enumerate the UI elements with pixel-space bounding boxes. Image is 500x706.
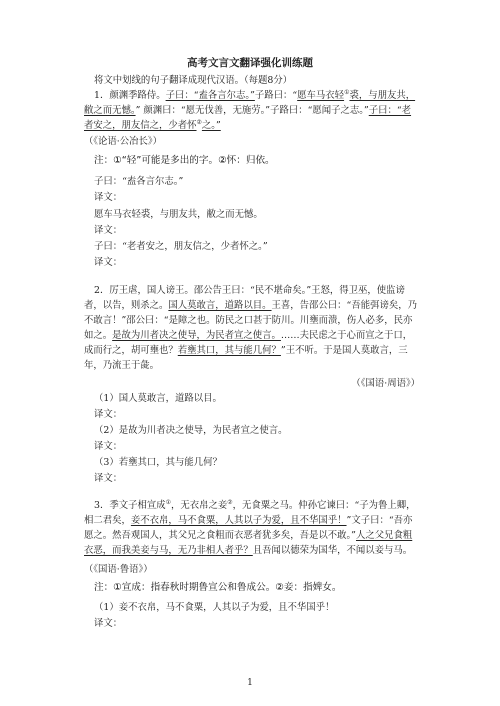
q1-sentence-2: 愿车马衣轻裘，与朋友共，敝之而无憾。 [94, 209, 263, 220]
q3-source: （《国语·鲁语》） [84, 564, 153, 575]
q2-text: 2．厉王虐，国人谤王。邵公告王曰：“民不堪命矣。”王怒，得卫巫，使监谤者，以告，则杀之。 [84, 285, 405, 311]
footnote-marker: ② [196, 118, 202, 126]
q1-underlined-4: 子曰：“老者安之，朋友信之，少者怀 [84, 105, 412, 131]
q2-sentence-1: （1）国人莫敢言，道路以目。 [94, 393, 222, 404]
q2-source: （《国语·周语》） [351, 378, 420, 389]
q2-passage [84, 283, 420, 373]
q1-passage [84, 88, 420, 133]
q2-underlined-2: 是故为川者决之使导，为民者宣之使言。 [112, 330, 281, 341]
q3-text: ，无衣帛之妾 [170, 500, 228, 511]
q2-text: ”王不听。于是国人莫敢言，三年，乃流王于彘。 [84, 345, 408, 371]
q1-underlined-2: 愿车马衣轻 [297, 90, 345, 101]
q1-underlined-3: 裘，与朋友共，敝之而无憾。 [84, 90, 416, 116]
footnote-marker: ① [165, 498, 171, 506]
q2-sentence-3: （3）若壅其口，其与能几何？ [94, 457, 222, 468]
document-title: 高考文言文翻译强化训练题 [187, 57, 313, 69]
q1-translation-label-3: 译文： [94, 257, 123, 268]
q2-sentence-2: （2）是故为川者决之使导，为民者宣之使言。 [94, 425, 288, 436]
q3-underlined-2: 人之父兄食粗衣恶，而我美妾与马，无乃非相人者乎？ [84, 530, 413, 556]
q3-underlined-1: 妾不衣帛，马不食粟，人其以子为爱，且不华国乎！ [130, 515, 347, 526]
q2-translation-label-1: 译文： [94, 409, 123, 420]
q2-underlined-1: 国人莫敢言，道路以目。 [168, 300, 272, 311]
instruction: 将文中划线的句子翻译成现代汉语。（每题8分） [94, 75, 293, 86]
q1-source: （《论语·公冶长》） [84, 136, 162, 147]
q3-note: 注：①宣成：指春秋时期鲁宣公和鲁成公。②妾：指婢女。 [94, 582, 342, 593]
q2-text: 王喜，告邵公曰：“吾能弭谤矣，乃不敢言！”邵公曰：“是障之也。防民之口甚于防川。川壅而溃，伤人必多，民亦如之。 [84, 300, 417, 341]
q1-text: 1．颜渊季路侍。 [94, 90, 166, 101]
q1-underlined-1: 子曰：“盍各言尔志。” [165, 90, 255, 101]
q1-underlined-5: 之。” [201, 120, 221, 131]
q1-text: 子路曰：“ [254, 90, 298, 101]
q3-text: ”文子曰：“吾亦愿之。然吾观国人，其父兄之食粗而衣恶者犹多矣，吾是以不敢。” [84, 515, 413, 541]
q2-text: ……夫民虑之于心而宣之于口，成而行之，胡可壅也？ [84, 330, 413, 356]
footnote-marker: ② [227, 498, 233, 506]
q2-translation-label-3: 译文： [94, 473, 123, 484]
q3-passage [84, 498, 420, 558]
footnote-marker: ① [344, 88, 350, 96]
q3-text: 且吾闻以德荣为国华，不闻以妾与马。 [252, 545, 413, 556]
q3-text: ，无食粟之马。仲孙它谏曰：“子为鲁上卿，相二君矣， [84, 500, 416, 526]
page-number: 1 [247, 678, 253, 688]
q2-translation-label-2: 译文： [94, 441, 123, 452]
q2-underlined-3: 若壅其口，其与能几何？ [177, 345, 281, 356]
q1-sentence-1: 子曰：“盍各言尔志。” [94, 176, 184, 187]
q1-text: ” 颜渊曰：“愿无伐善，无施劳。”子路曰：“愿闻子之志。” [135, 105, 369, 116]
q3-sentence-1: （1）妾不衣帛，马不食粟，人其以子为爱，且不华国乎！ [94, 602, 335, 613]
q1-note: 注：①“轻”可能是多出的字。②怀：归依。 [94, 155, 275, 166]
q3-translation-label-1: 译文： [94, 618, 123, 629]
q1-translation-label-2: 译文： [94, 225, 123, 236]
q3-text: 3．季文子相宣成 [94, 500, 166, 511]
q1-translation-label-1: 译文： [94, 192, 123, 203]
q1-sentence-3: 子曰：“老者安之，朋友信之，少者怀之。” [94, 241, 268, 252]
